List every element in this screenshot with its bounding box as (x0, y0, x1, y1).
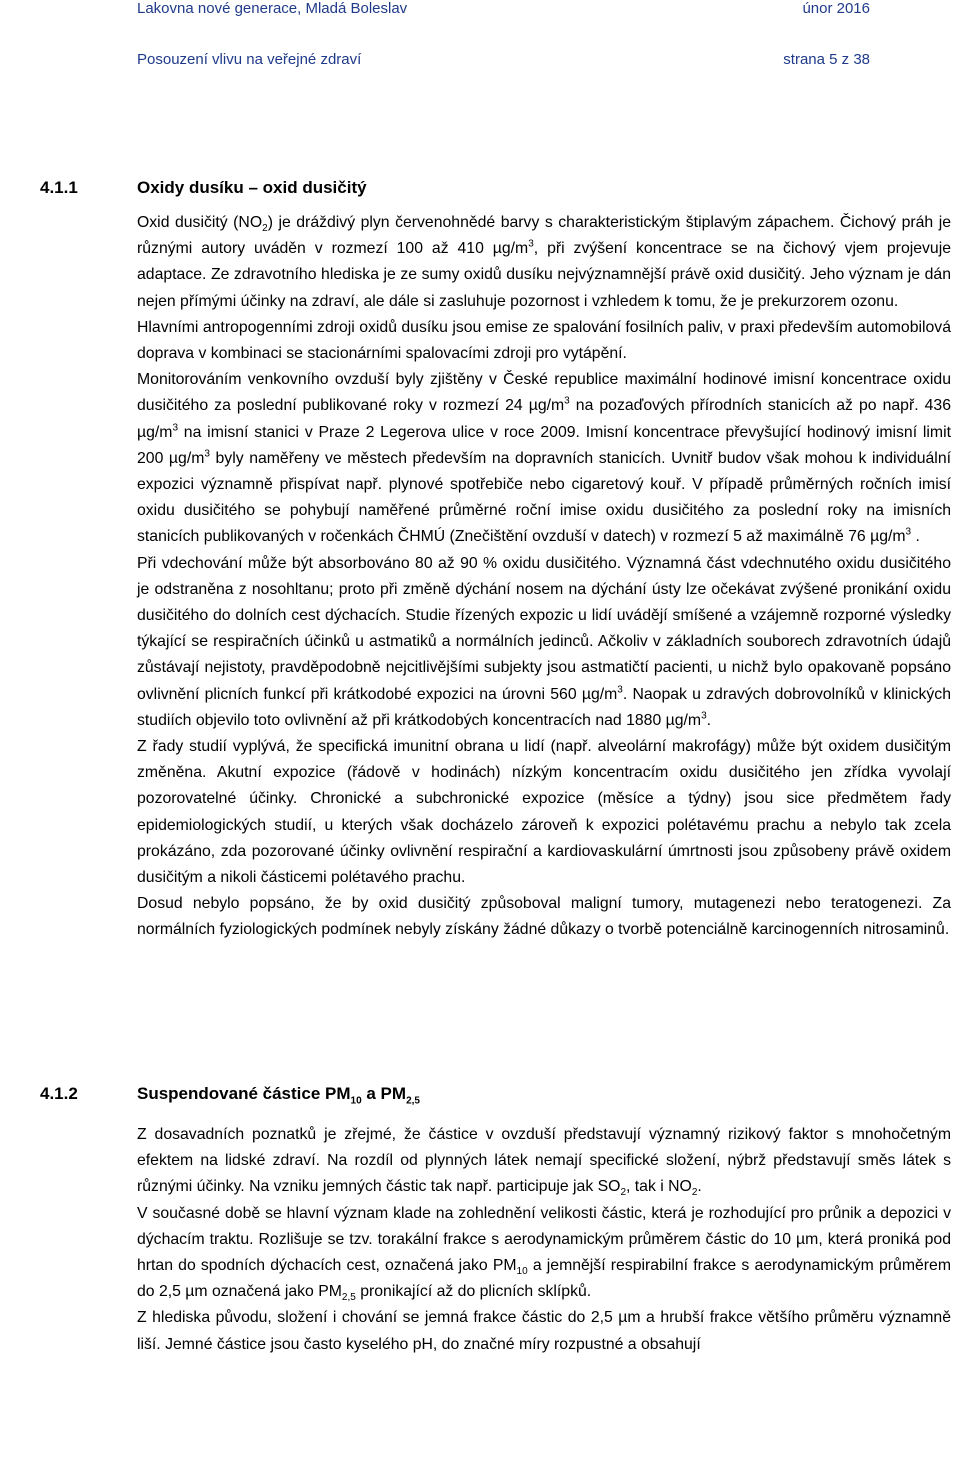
paragraph-particles-intro: Z dosavadních poznatků je zřejmé, že částice v ovzduší představují významný rizikový faktor s mnohočetným efektem na lidské zdraví. Na rozdíl od plynných látek nemají specifické složení, nýbrž představují směs látek s různými účinky. Na vzniku jemných částic tak např. participuje jak $SO_2$, tak i $NO_2$. (137, 1126, 951, 1199)
paragraph-sources: Hlavními antropogenními zdroji oxidů dusíku jsou emise ze spalování fosilních paliv, v praxi především automobilová doprava v kombinaci se stacionárními spalovacími zdroji pro vytápění. (137, 318, 951, 363)
paragraph-particle-size: V současné době se hlavní význam klade na zohlednění velikosti částic, která je rozhodující pro průnik a depozici v dýchacím traktu. Rozlišuje se tzv. torakální frakce s aerodynamickým průměrem částic do 10 µm, která proniká pod hrtan do spodních dýchacích cest, označená jako $PM_{10}$ a jemnější respirabilní frakce s aerodynamickým průměrem do 2,5 µm označená jako $PM_{2,5}$ pronikající až do plicních sklípků. (137, 1204, 951, 1304)
paragraph-monitoring: Monitorováním venkovního ovzduší byly zjištěny v České republice maximální hodinové imisní koncentrace oxidu dusičitého za poslední publikované roky v rozmezí 24 $\mu g/m^3$ na pozaďových přírodních stanicích až po např. 436 $\mu g/m^3$ na imisní stanici v Praze 2 Legerova ulice v roce 2009. Imisní koncentrace převyšující hodinový imisní limit 200 $\mu g/m^3$ byly naměřeny ve městech především na dopravních stanicích. Uvnitř budov však mohou k individuální expozici významně přispívat např. plynové spotřebiče nebo cigaretový kouř. V případě průměrných ročních imisí oxidu dusičitého se pohybují naměřené průměrné roční imise oxidu dusičitého za poslední roky na imisních stanicích publikovaných v ročenkách ČHMÚ (Znečištění ovzduší v datech) v rozmezí 5 až maximálně 76 $\mu g/m^3$ . (137, 371, 952, 546)
section-title: Oxidy dusíku – oxid dusičitý (137, 178, 367, 197)
paragraph-immunity: Z řady studií vyplývá, že specifická imunitní obrana u lidí (např. alveolární makrofágy) může být oxidem dusičitým změněna. Akutní expozice (řádově v hodinách) nízkým koncentracím oxidu dusičitého jen zřídka vyvolají pozorovatelné účinky. Chronické a subchronické expozice (měsíce a týdny) jsou sice předmětem řady epidemiologických studií, u kterých však docházelo zároveň k expozici polétavému prachu a nebylo tak zcela prokázáno, zda pozorované účinky ovlivnění respirační a kardiovaskulární úmrtnosti jsou způsobeny právě oxidem dusičitým a nikoli částicemi polétavého prachu. (137, 738, 951, 887)
section-heading-4-1-1 (40, 178, 367, 198)
paragraph-absorption: Při vdechování může být absorbováno 80 až 90 % oxidu dusičitého. Významná část vdechnutého oxidu dusičitého je odstraněna z nosohltanu; proto při změně dýchání nosem na dýchání ústy lze očekávat zvýšené pronikání oxidu dusičitého do dolních cest dýchacích. Studie řízených expozic u lidí uvádějí smíšené a vzájemně rozporné výsledky týkající se respiračních účinků u astmatiků a normálních jedinců. Ačkoliv v základních souborech zdravotních údajů zůstávají nejistoty, pravděpodobně nejcitlivějšími subjekty jsou astmatičtí pacienti, u nichž bylo opakovaně popsáno ovlivnění plicních funkcí při krátkodobé expozici na úrovni 560 $\mu g/m^3$. Naopak u zdravých dobrovolníků v klinických studiích objevilo toto ovlivnění až při krátkodobých koncentracích nad 1880 $\mu g/m^3$. (137, 554, 951, 729)
page-header-bottom (137, 51, 870, 68)
section-4-1-2-body (137, 1122, 951, 1358)
page-header-top (137, 0, 870, 17)
header-project-name: Lakovna nové generace, Mladá Boleslav (137, 0, 408, 17)
section-number: 4.1.2 (40, 1084, 78, 1103)
section-number: 4.1.1 (40, 178, 78, 197)
paragraph-intro: Oxid dusičitý $(NO_2)$ je dráždivý plyn červenohnědé barvy s charakteristickým štiplavým zápachem. Čichový práh je různými autory uváděn v rozmezí 100 až 410 $\mu g/m^3$, při zvýšení koncentrace se na čichový vjem projevuje adaptace. Ze zdravotního hlediska je ze sumy oxidů dusíku nejvýznamnější právě oxid dusičitý. Jeho význam je dán nejen přímými účinky na zdraví, ale dále si zasluhuje pozornost i vzhledem k tomu, že je prekurzorem ozonu. (137, 214, 952, 310)
paragraph-particle-origin: Z hlediska původu, složení i chování se jemná frakce částic do 2,5 µm a hrubší frakce většího průměru významně liší. Jemné částice jsou často kyselého pH, do značné míry rozpustné a obsahují (137, 1309, 951, 1353)
header-document-title: Posouzení vlivu na veřejné zdraví (137, 51, 362, 68)
section-4-1-1-body (137, 210, 951, 944)
header-date: únor 2016 (802, 0, 870, 17)
paragraph-carcinogenicity: Dosud nebylo popsáno, že by oxid dusičitý způsoboval maligní tumory, mutagenezi nebo teratogenezi. Za normálních fyziologických podmínek nebyly získány žádné důkazy o tvorbě potenciálně karcinogenních nitrosaminů. (137, 895, 951, 939)
section-heading-4-1-2 (40, 1084, 420, 1107)
header-page-number: strana 5 z 38 (783, 51, 870, 68)
section-title: Suspendované částice $PM_{10}$ a $PM_{2,5}$ (137, 1084, 420, 1107)
